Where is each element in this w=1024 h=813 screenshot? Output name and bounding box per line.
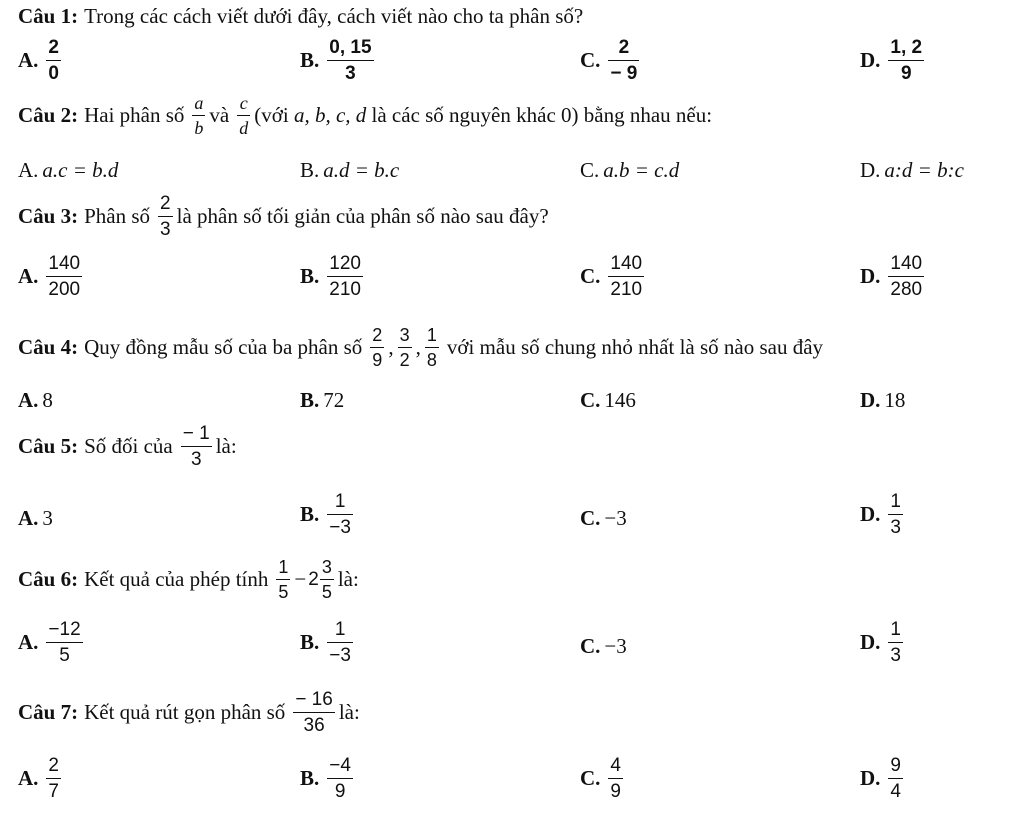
denominator: 5 [278,582,289,602]
question-label: Câu 3: [18,204,79,228]
option-a[interactable] [18,38,65,83]
option-text: −3 [604,506,627,530]
option-letter: A. [18,264,39,288]
option-letter: C. [580,634,601,658]
denominator: −3 [329,517,351,538]
numerator: 3 [321,557,332,577]
question-text-pre: Quy đồng mẫu số của ba phân số [84,335,363,359]
fraction [320,558,334,601]
fraction [327,492,353,537]
option-d[interactable] [860,158,964,183]
option-c[interactable] [580,634,627,659]
question-5 [18,424,237,469]
option-a[interactable] [18,620,87,665]
denominator: 3 [190,449,202,470]
option-c[interactable] [580,756,627,801]
option-letter: D. [860,630,881,654]
denominator: 0 [48,63,59,84]
option-text: 146 [604,388,636,412]
option-a[interactable] [18,158,118,183]
option-c[interactable] [580,388,636,413]
question-6 [18,558,359,601]
fraction [158,194,173,239]
question-text-pre: Hai phân số [84,103,185,127]
conjunction: và [209,103,230,127]
option-text: −3 [604,634,627,658]
denominator: 8 [426,350,437,370]
denominator: 9 [610,781,621,802]
option-d[interactable] [860,756,907,801]
question-text-post: là các số nguyên khác 0) bằng nhau nếu: [371,103,713,127]
fraction [608,38,639,83]
fraction [192,94,205,137]
fraction [608,254,644,299]
numerator: − 1 [182,423,210,444]
option-letter: B. [300,264,320,288]
option-letter: C. [580,158,600,182]
numerator: 140 [48,253,81,274]
numerator: 2 [48,755,59,776]
separator: , [415,335,421,359]
fraction [46,38,61,83]
fraction [327,756,353,801]
numerator: 120 [329,253,361,274]
numerator: 9 [890,755,901,776]
question-7 [18,690,360,735]
option-a[interactable] [18,388,53,413]
option-letter: A. [18,630,39,654]
option-a[interactable] [18,506,53,531]
fraction [327,620,353,665]
option-letter: B. [300,630,320,654]
paren-open: (với [254,103,289,127]
fraction [276,558,290,601]
option-letter: A. [18,388,39,412]
fraction [398,326,412,369]
option-letter: B. [300,158,320,182]
option-text: a.d = b.c [323,158,400,182]
denominator: 3 [160,219,171,240]
minus-sign: − [294,567,307,591]
question-label: Câu 1: [18,4,79,28]
question-text-pre: Kết quả của phép tính [84,567,269,591]
fraction [425,326,439,369]
option-letter: D. [860,158,881,182]
question-text-pre: Số đối của [84,434,173,458]
numerator: 2 [48,37,59,58]
question-text: Trong các cách viết dưới đây, cách viết nào cho ta phân số? [84,4,584,28]
fraction [888,756,903,801]
option-c[interactable] [580,506,627,531]
question-label: Câu 6: [18,567,79,591]
numerator: −12 [48,619,81,640]
option-letter: A. [18,506,39,530]
question-1 [18,4,583,29]
option-c[interactable] [580,158,679,183]
option-letter: B. [300,388,320,412]
option-text: 8 [42,388,53,412]
option-text: 72 [323,388,345,412]
denominator: b [194,118,204,138]
denominator: 4 [890,781,901,802]
denominator: 2 [399,350,410,370]
option-d[interactable] [860,388,905,413]
question-text-post: là: [215,434,237,458]
option-letter: C. [580,264,601,288]
denominator: −3 [329,645,351,666]
denominator: 9 [900,63,912,84]
numerator: 2 [160,193,171,214]
denominator: 3 [890,645,901,666]
question-label: Câu 2: [18,103,79,127]
option-letter: C. [580,388,601,412]
denominator: 200 [48,279,81,300]
denominator: 3 [345,63,356,84]
option-letter: D. [860,766,881,790]
option-b[interactable] [300,254,367,299]
option-b[interactable] [300,620,357,665]
numerator: −4 [329,755,351,776]
numerator: 140 [890,253,923,274]
option-letter: B. [300,48,320,72]
option-a[interactable] [18,756,65,801]
option-text: a:d = b:c [884,158,964,182]
option-letter: B. [300,766,320,790]
denominator: 210 [610,279,643,300]
numerator: 140 [610,253,643,274]
option-d[interactable] [860,254,928,299]
numerator: 1 [890,491,901,512]
numerator: − 16 [295,689,333,710]
option-text: 3 [42,506,53,530]
numerator: c [239,93,248,113]
option-text: a.b = c.d [603,158,680,182]
numerator: 1 [426,325,437,345]
option-b[interactable] [300,388,344,413]
fraction [888,38,924,83]
fraction [888,254,924,299]
fraction [327,254,363,299]
question-text-post: là phân số tối giản của phân số nào sau đây? [176,204,549,228]
fraction [237,94,250,137]
denominator: 5 [321,582,332,602]
option-letter: A. [18,158,39,182]
denominator: 5 [59,645,70,666]
option-c[interactable] [580,254,648,299]
numerator: 1 [334,619,346,640]
question-3 [18,194,549,239]
denominator: 7 [48,781,59,802]
numerator: 3 [399,325,410,345]
option-letter: B. [300,502,320,526]
option-letter: C. [580,766,601,790]
numerator: 1 [334,491,346,512]
numerator: 2 [618,37,630,58]
option-letter: A. [18,766,39,790]
mixed-integer: 2 [308,568,319,590]
option-letter: D. [860,48,881,72]
option-b[interactable] [300,38,378,83]
fraction [293,690,335,735]
numerator: 2 [372,325,383,345]
numerator: 1, 2 [890,37,923,58]
option-text: a.c = b.d [42,158,119,182]
option-letter: D. [860,502,881,526]
option-d[interactable] [860,492,907,537]
fraction [888,620,903,665]
option-b[interactable] [300,158,399,183]
option-b[interactable] [300,756,357,801]
question-2 [18,94,712,137]
question-label: Câu 7: [18,700,79,724]
numerator: a [194,93,204,113]
option-letter: A. [18,48,39,72]
option-letter: D. [860,264,881,288]
option-letter: D. [860,388,881,412]
question-text-post: với mẫu số chung nhỏ nhất là số nào sau đây [446,335,824,359]
option-a[interactable] [18,254,86,299]
denominator: 210 [329,279,361,300]
option-text: 18 [884,388,906,412]
numerator: 1 [278,557,289,577]
fraction [46,620,82,665]
denominator: 36 [303,715,325,736]
denominator: d [239,118,249,138]
fraction [46,756,61,801]
question-text-pre: Phân số [84,204,151,228]
question-text-post: là: [337,567,359,591]
fraction [888,492,903,537]
denominator: 280 [890,279,923,300]
denominator: 3 [890,517,901,538]
question-4 [18,326,823,369]
fraction [327,38,373,83]
question-label: Câu 4: [18,335,79,359]
option-d[interactable] [860,620,907,665]
fraction [181,424,212,469]
denominator: 9 [334,781,346,802]
option-letter: C. [580,506,601,530]
separator: , [388,335,394,359]
option-letter: C. [580,48,601,72]
fraction [608,756,623,801]
numerator: 4 [610,755,621,776]
question-label: Câu 5: [18,434,79,458]
numerator: 0, 15 [329,37,372,58]
question-text-pre: Kết quả rút gọn phân số [84,700,286,724]
denominator: 9 [372,350,383,370]
fraction [46,254,82,299]
fraction [370,326,384,369]
question-text-post: là: [338,700,360,724]
numerator: 1 [890,619,901,640]
option-b[interactable] [300,492,357,537]
variables: a, b, c, d [293,103,367,127]
option-d[interactable] [860,38,928,83]
option-c[interactable] [580,38,643,83]
denominator: − 9 [610,63,638,84]
